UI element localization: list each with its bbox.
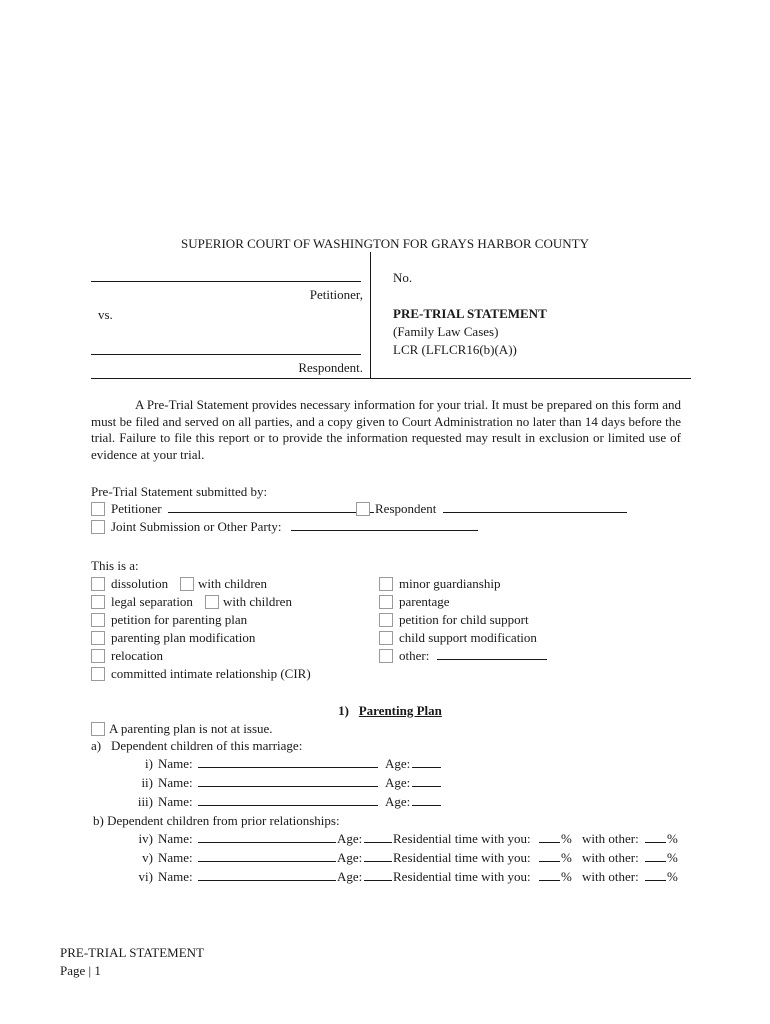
child-name-label: Name: (158, 794, 193, 809)
prior-child-age-field[interactable] (364, 831, 392, 843)
caption-bottom-rule (91, 378, 691, 379)
section-1-title: Parenting Plan (358, 703, 442, 718)
legal-separation-with-children-checkbox[interactable] (205, 595, 219, 609)
with-other-field[interactable] (645, 869, 666, 881)
child-age-label: Age: (385, 775, 411, 790)
residential-time-label: Residential time with you: (393, 850, 531, 865)
section-1-heading (0, 703, 770, 719)
child-name-field[interactable] (198, 756, 378, 768)
case-type-heading: This is a: (91, 558, 139, 573)
submitted-petitioner-label: Petitioner (111, 501, 162, 516)
prior-child-name-field[interactable] (198, 850, 336, 862)
prior-child-age-field[interactable] (364, 869, 392, 881)
parenting-plan-not-at-issue-label: A parenting plan is not at issue. (109, 721, 273, 736)
dissolution-with-children-label: with children (198, 576, 267, 591)
document-title: PRE-TRIAL STATEMENT (393, 306, 547, 321)
petition-child-support-label: petition for child support (399, 612, 529, 627)
petition-parenting-plan-checkbox[interactable] (91, 613, 105, 627)
legal-separation-checkbox[interactable] (91, 595, 105, 609)
local-rule: LCR (LFLCR16(b)(A)) (393, 342, 517, 357)
with-other-pct: % (667, 869, 678, 884)
legal-separation-with-children-label: with children (223, 594, 292, 609)
dissolution-label: dissolution (111, 576, 169, 591)
child-support-modification-label: child support modification (399, 630, 537, 645)
submitted-by-heading: Pre-Trial Statement submitted by: (91, 484, 268, 499)
petition-parenting-plan-label: petition for parenting plan (111, 612, 248, 627)
joint-submission-label: Joint Submission or Other Party: (111, 519, 282, 534)
case-number-label: No. (393, 270, 413, 285)
petitioner-name-field[interactable] (168, 501, 374, 513)
child-name-field[interactable] (198, 775, 378, 787)
section-1-number: 1) (338, 703, 349, 718)
other-label: other: (399, 648, 430, 663)
parenting-plan-modification-checkbox[interactable] (91, 631, 105, 645)
parenting-plan-modification-label: parenting plan modification (111, 630, 256, 645)
with-other-pct: % (667, 831, 678, 846)
with-other-field[interactable] (645, 831, 666, 843)
other-checkbox[interactable] (379, 649, 393, 663)
dissolution-checkbox[interactable] (91, 577, 105, 591)
petitioner-checkbox[interactable] (91, 502, 105, 516)
with-other-label: with other: (582, 869, 639, 884)
child-row-numeral: ii) (141, 775, 153, 790)
subsection-a-text: Dependent children of this marriage: (111, 738, 303, 753)
child-support-modification-checkbox[interactable] (379, 631, 393, 645)
prior-child-age-label: Age: (337, 831, 363, 846)
residential-pct: % (561, 831, 572, 846)
residential-time-field[interactable] (539, 831, 560, 843)
subsection-b-text: b) Dependent children from prior relationships: (93, 813, 340, 828)
residential-time-label: Residential time with you: (393, 831, 531, 846)
child-name-field[interactable] (198, 794, 378, 806)
vs-label: vs. (98, 307, 113, 322)
parentage-label: parentage (399, 594, 450, 609)
submitted-respondent-row (375, 501, 627, 517)
child-age-field[interactable] (412, 794, 441, 806)
petition-child-support-checkbox[interactable] (379, 613, 393, 627)
prior-child-age-label: Age: (337, 869, 363, 884)
minor-guardianship-checkbox[interactable] (379, 577, 393, 591)
child-row-numeral: i) (145, 756, 153, 771)
document-subtitle: (Family Law Cases) (393, 324, 499, 339)
submitted-respondent-label: Respondent (375, 501, 437, 516)
child-age-field[interactable] (412, 775, 441, 787)
prior-child-row-numeral: vi) (138, 869, 153, 884)
prior-child-name-label: Name: (158, 869, 193, 884)
child-age-label: Age: (385, 756, 411, 771)
with-other-field[interactable] (645, 850, 666, 862)
dissolution-with-children-checkbox[interactable] (180, 577, 194, 591)
residential-pct: % (561, 869, 572, 884)
prior-child-name-field[interactable] (198, 831, 336, 843)
child-name-label: Name: (158, 756, 193, 771)
prior-child-name-label: Name: (158, 831, 193, 846)
child-age-label: Age: (385, 794, 411, 809)
prior-child-name-field[interactable] (198, 869, 336, 881)
cir-label: committed intimate relationship (CIR) (111, 666, 311, 681)
cir-checkbox[interactable] (91, 667, 105, 681)
other-field[interactable] (437, 648, 547, 660)
with-other-pct: % (667, 850, 678, 865)
court-title: SUPERIOR COURT OF WASHINGTON FOR GRAYS HARBOR COUNTY (181, 236, 589, 251)
petitioner-name-line (91, 281, 361, 282)
residential-time-field[interactable] (539, 850, 560, 862)
joint-submission-field[interactable] (291, 519, 478, 531)
parentage-checkbox[interactable] (379, 595, 393, 609)
child-name-label: Name: (158, 775, 193, 790)
prior-child-row-numeral: v) (142, 850, 153, 865)
respondent-name-line (91, 354, 361, 355)
residential-time-field[interactable] (539, 869, 560, 881)
prior-child-age-label: Age: (337, 850, 363, 865)
footer-title: PRE-TRIAL STATEMENT (60, 945, 204, 960)
footer-page-number: Page | 1 (60, 963, 101, 978)
minor-guardianship-label: minor guardianship (399, 576, 501, 591)
legal-separation-label: legal separation (111, 594, 193, 609)
petitioner-label: Petitioner, (309, 287, 363, 302)
with-other-label: with other: (582, 850, 639, 865)
subsection-a-label: a) (91, 738, 102, 753)
respondent-checkbox[interactable] (356, 502, 370, 516)
relocation-label: relocation (111, 648, 163, 663)
respondent-name-field[interactable] (443, 501, 627, 513)
other-row (399, 648, 547, 664)
relocation-checkbox[interactable] (91, 649, 105, 663)
intro-paragraph: A Pre-Trial Statement provides necessary information for your trial. It must be prepared on this form and must be filed and served on all parties, and a copy given to Court Administration no later than 14 days before the trial. Failure to file this report or to provide the information requested may result in exclusion or limited use of evidence at your trial. (91, 397, 681, 462)
caption-divider (370, 252, 371, 378)
prior-child-name-label: Name: (158, 850, 193, 865)
joint-submission-row (111, 519, 478, 535)
respondent-label: Respondent. (298, 360, 363, 375)
parenting-plan-not-at-issue-checkbox[interactable] (91, 722, 105, 736)
joint-submission-checkbox[interactable] (91, 520, 105, 534)
with-other-label: with other: (582, 831, 639, 846)
residential-pct: % (561, 850, 572, 865)
child-row-numeral: iii) (137, 794, 153, 809)
child-age-field[interactable] (412, 756, 441, 768)
prior-child-row-numeral: iv) (138, 831, 153, 846)
residential-time-label: Residential time with you: (393, 869, 531, 884)
prior-child-age-field[interactable] (364, 850, 392, 862)
submitted-petitioner-row (111, 501, 374, 517)
